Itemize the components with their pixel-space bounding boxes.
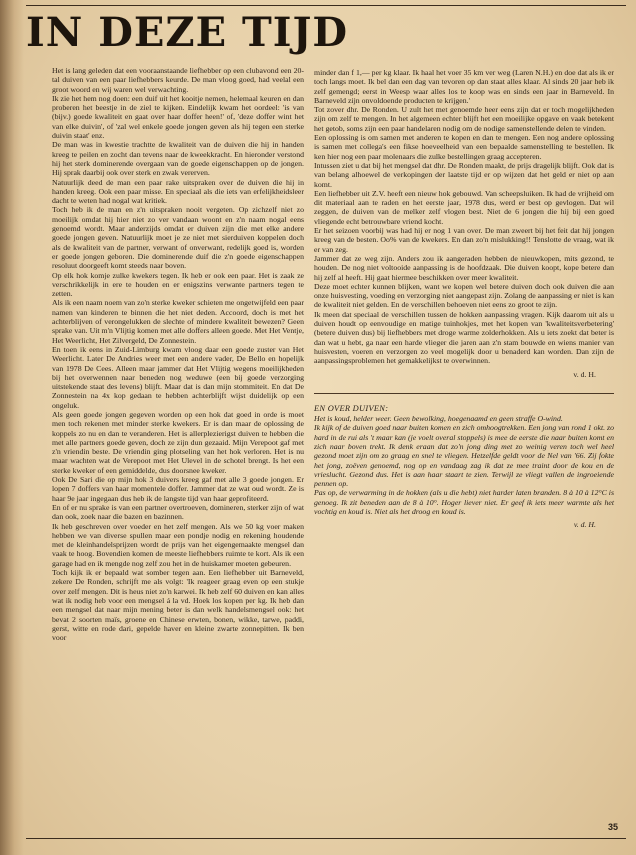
box-paragraph: Het is koud, helder weer. Geen bewolking, hoegenaamd en geen straffe O-wind.	[314, 414, 563, 424]
paragraph: Toch kijk ik er bepaald wat somber tegen aan. Een liefhebber uit Barneveld, zekere De Ronden, schrijft me als volgt: 'Ik reageer graag even op een stukje over zelf mengen. Dit is heus niet zo'n karwei. Ik heb zelf 60 duiven en kan alles wat ik nodig heb voor een mengsel á la vd. Hoek los kopen per kg. Ik heb dan een mengsel dat naar mijn mening beter is dan welk handelsmengsel ook: het bevat 2 soorten maïs, groene en Chinese erwten, bonen, wikke, tarwe, paddi, gerst, witte en rode dari, gepelde haver en kleine zwarte zonnepitten. Ik ben voor	[52, 568, 304, 643]
bottom-rule	[26, 838, 626, 839]
paragraph: Tot zover dhr. De Ronden. U zult het met genoemde heer eens zijn dat er toch mogelijkheden zijn om zelf te mengen. In het algemeen echter blijft het een moeilijke opgave en vaak betekent het getob, soms zijn een paar handelaren nodig om de nodige samenstellende delen te vinden.	[314, 105, 614, 133]
paragraph: En toen ik eens in Zuid-Limburg kwam vloog daar een goede zuster van Het Weerlicht. Later De Andries weer met een andere vader, De Bello en hopelijk van 1978 De Cees. Alleen maar jammer dat Het Vlijtig wegens moeilijkheden bij het overwennen naar beneden nog weduwe (een bij goede verzorging uitstekende staat des levens) blijft. Maar dat is dan mijn stommiteit. En dat De Zonnestein na 4x kop gedaan te hebben achterblijft wijst duidelijk op een ongeluk.	[52, 344, 304, 410]
author-signature: v. d. H.	[573, 369, 596, 379]
paragraph: Natuurlijk deed de man een paar rake uitspraken over de duiven die hij in handen kreeg. Ook een paar misse. En speciaal als die iets van erfelijkheidsleer dacht te weten had nogal wat kritiek.	[52, 177, 304, 206]
page-number: 35	[607, 822, 618, 832]
section-divider	[314, 393, 614, 394]
left-column	[52, 66, 304, 642]
paragraph: Ook De Sari die op mijn hok 3 duivers kreeg gaf met alle 3 goede jongen. Er lopen 7 doffers van haar momentele doffer. Jammer dat ze wat oud wordt. Ze is haar 9e jaar ingegaan dus heb ik de langste tijd van haar geprofiteerd.	[52, 475, 304, 503]
paragraph: Een oplossing is om samen met anderen te kopen en dan te mengen. Een nog andere oplossing is samen met collega's een fikse hoeveelheid van een bepaalde samenstelling te bestellen. Ik ken hier nog een paar molenaars die zulke bestellingen graag accepteren.	[314, 133, 614, 161]
paragraph: Toch heb ik de man en z'n uitspraken nooit vergeten. Op zichzelf niet zo moeilijk omdat hij hier niet zo ver vandaan woont en z'n naam nogal eens genoemd wordt. Maar anderzijds omdat er duiven zijn die met elke andere goede jongen geven. Natuurlijk moet je ze niet met sierduiven koppelen doch als de kwaliteit van de partner, verwant of onverwant, redelijk goed is, worden er goede jongen geboren. Die dominerende duif die z'n goede eigenschappen resoluut doorgeeft komt steeds naar boven.	[52, 205, 304, 271]
sidebar-box	[314, 404, 614, 530]
paragraph: Een liefhebber uit Z.V. heeft een nieuw hok gebouwd. Van scheepsluiken. Ik had de vrijheid om dit materiaal aan te raden en het eerste jaar, 1978 dus, werd er best op gevlogen. Dat wil zeggen, de duiven van de melker zelf vlogen best. Niet de 6 jongen die hij bij een goed vliegende echt betrouwbare vriend kocht.	[314, 188, 614, 226]
box-signature: v. d. H.	[573, 520, 596, 530]
paragraph: Op elk hok komje zulke kwekers tegen. Ik heb er ook een paar. Het is zaak ze verschrikkelijk in ere te houden en er enigszins verwante partners tegen te zetten.	[52, 270, 304, 299]
page-title: IN DEZE TIJD	[26, 9, 349, 56]
paragraph: De man was in kwestie trachtte de kwaliteit van de duiven die hij in handen kreeg te peilen en zocht dan tevens naar de kweekkracht. En hieronder verstond hij het sterk dominerende overgaan van de goede eigenschappen op de jongen. Hij sprak daarbij ook over sterk en zwak vererven.	[52, 140, 304, 178]
paragraph: Deze moet echter kunnen blijken, want we kopen wel betere duiven doch ook duiven die aan onze huisvesting, voeding en verzorging niet aangepast zijn. Zolang de aanpassing er niet is kan de kwaliteit niet gelden. En de verschillen behoeven niet eens zo groot te zijn.	[314, 281, 614, 310]
paragraph: Als ik een naam noem van zo'n sterke kweker schieten me ongetwijfeld een paar namen van kinderen te binnen die het niet deden. Accoord, doch is met het achterblijven of verongelukken de slechte of mindere kwaliteit bewezen? Geen sprake van. Uit m'n Vlijtig komen met alle doffers alleen goede. Met Het Ventje, Het Weerlicht, Het Zilvergeld, De Zonnestein.	[52, 298, 304, 345]
box-paragraph: Ik kijk of de duiven goed naar buiten komen en zich omhoogtrekken. Een jong van rond 1 okt. zo hard in de rui als 't maar kan (je voelt overal stoppels) is mee de eerste die naar buiten komt en zich naar boven trekt. Ik denk eraan dat zo'n jong ding met zo weinig veren toch wel heel gezond moet zijn om zo graag en snel te vliegen. Hetzelfde geldt voor de Nel van '66. Zij fokte het jong, zoëven genoemd, nog op en vandaag zag ik dat ze mee traint door de kou en de vrieslucht. Gezond dus. Het is aan haar staart te zien. Terwijl ze vliegt vallen de ingroeiende pennen op.	[314, 423, 614, 489]
box-heading: EN OVER DUIVEN:	[314, 403, 389, 413]
paragraph: minder dan f 1,— per kg klaar. Ik haal het voer 35 km ver weg (Laren N.H.) en doe dat als ik er toch langs moet. Ik bel dan een dag van tevoren op dan staat alles klaar. Al sinds 20 jaar heb ik zelf gemengd; eerst in Weesp waar alles los te koop was en sinds een jaar in Barneveld. In Barneveld zijn onvoldoende producten te krijgen.'	[314, 68, 614, 105]
paragraph: Ik heb geschreven over voeder en het zelf mengen. Als we 50 kg voer maken hebben we van diverse spullen maar een pondje nodig en rekening houdende met de kleinhandelsprijzen wordt de prijs van het eigengemaakte mengsel dan vaak te hoog. Bovendien komen de meeste liefhebbers ruimte te kort. Als ik een garage had en ik mengde nog zelf zou het in de huiskamer moeten gebeuren.	[52, 521, 304, 568]
paragraph: Als geen goede jongen gegeven worden op een hok dat goed in orde is moet men toch rekenen met minder sterke kwekers. Er is dan maar de oplossing de koppels zo nu en dan te veranderen. Het is allerplezierigst duiven te hebben die met alle partners goede geven, doch ze zijn dun gezaaid. Mijn Verepoot gaf met z'n vriendin beste. De vriendin ging plotseling van het hok verloren. Het is nu maar wachten wat de Verepoot met Het Ulevel in de schotel brengt. Is het een sterke kweker of een gemiddelde, dus doorsnee kweker.	[52, 409, 304, 475]
right-column	[314, 68, 614, 530]
paragraph: Jammer dat ze weg zijn. Anders zou ik aangeraden hebben de nieuwkopen, mits gezond, te houden. De nog niet voltooide aanpassing is de hoofdzaak. Die duiven koopt, kope betere dan hij zelf al heeft. Hij gaat hiermee beschikken over meer kwaliteit.	[314, 253, 614, 282]
paragraph: En of er nu sprake is van een partner overtroeven, domineren, sterker zijn of wat dan ook, zoek naar die bazen en bazinnen.	[52, 502, 304, 522]
paragraph: Er het seizoen voorbij was had hij er nog 1 van over. De man zweert bij het feit dat hij jongen kreeg van de besten. Oo% van de kwekers. En dan zo'n mislukking!! Tenslotte de vraag, wat ik er van zeg.	[314, 226, 614, 254]
top-rule	[26, 5, 626, 6]
paragraph: Intussen ziet u dat bij het mengsel dat dhr. De Ronden maakt, de prijs dragelijk blijft. Ook dat is van belang alhoewel de verkopingen der laatste tijd er op wijzen dat het geld er niet op aan komt.	[314, 160, 614, 189]
paragraph: Het is lang geleden dat een vooraanstaande liefhebber op een clubavond een 20-tal duiven van een paar liefhebbers keurde. De man vloog goed, had veelal een groot woord en wij waren wel verwachting.	[52, 66, 304, 94]
paragraph: Ik meen dat speciaal de verschillen tussen de hokken aanpassing vragen. Kijk daarom uit als u duiven houdt op eenvoudige en matige tuinhokjes, met het kopen van 'kwaliteitsverbetering' (betere duiven dus) bij liefhebbers met droge warme zolderhokken. Als u iets zoekt dat beter is dan wat u hebt, ga naar een harde vlieger die jaren aan z'n stam bouwde en wiens manier van huisvesten, voeren en verzorgen zo veel mogelijk door u benaderd kan worden. Dan zijn de aanpassingsproblemen het gemakkelijkst te overwinnen.	[314, 309, 614, 366]
box-paragraph: Pas op, de verwarming in de hokken (als u die hebt) niet harder laten branden. 8 à 10 à 12°C is genoeg. Ik zit beneden aan de 8 à 10°. Hoger liever niet. Er geef ik iets meer warmte als het vochtig en koud is. Niet als het droog en koud is.	[314, 488, 614, 517]
paragraph: Ik zie het hem nog doen: een duif uit het kooitje nemen, helemaal keuren en dan proberen het beestje in de ziel te kijken. Eindelijk kwam het oordeel: 'is van (bijv.) goede kwaliteit en gaat over haar doffer heen!' of, 'deze doffer wint het van elke duivin', of 'zal wel enkele goede jongen geven als hij tegen een sterke duivin staat' enz.	[52, 93, 304, 141]
